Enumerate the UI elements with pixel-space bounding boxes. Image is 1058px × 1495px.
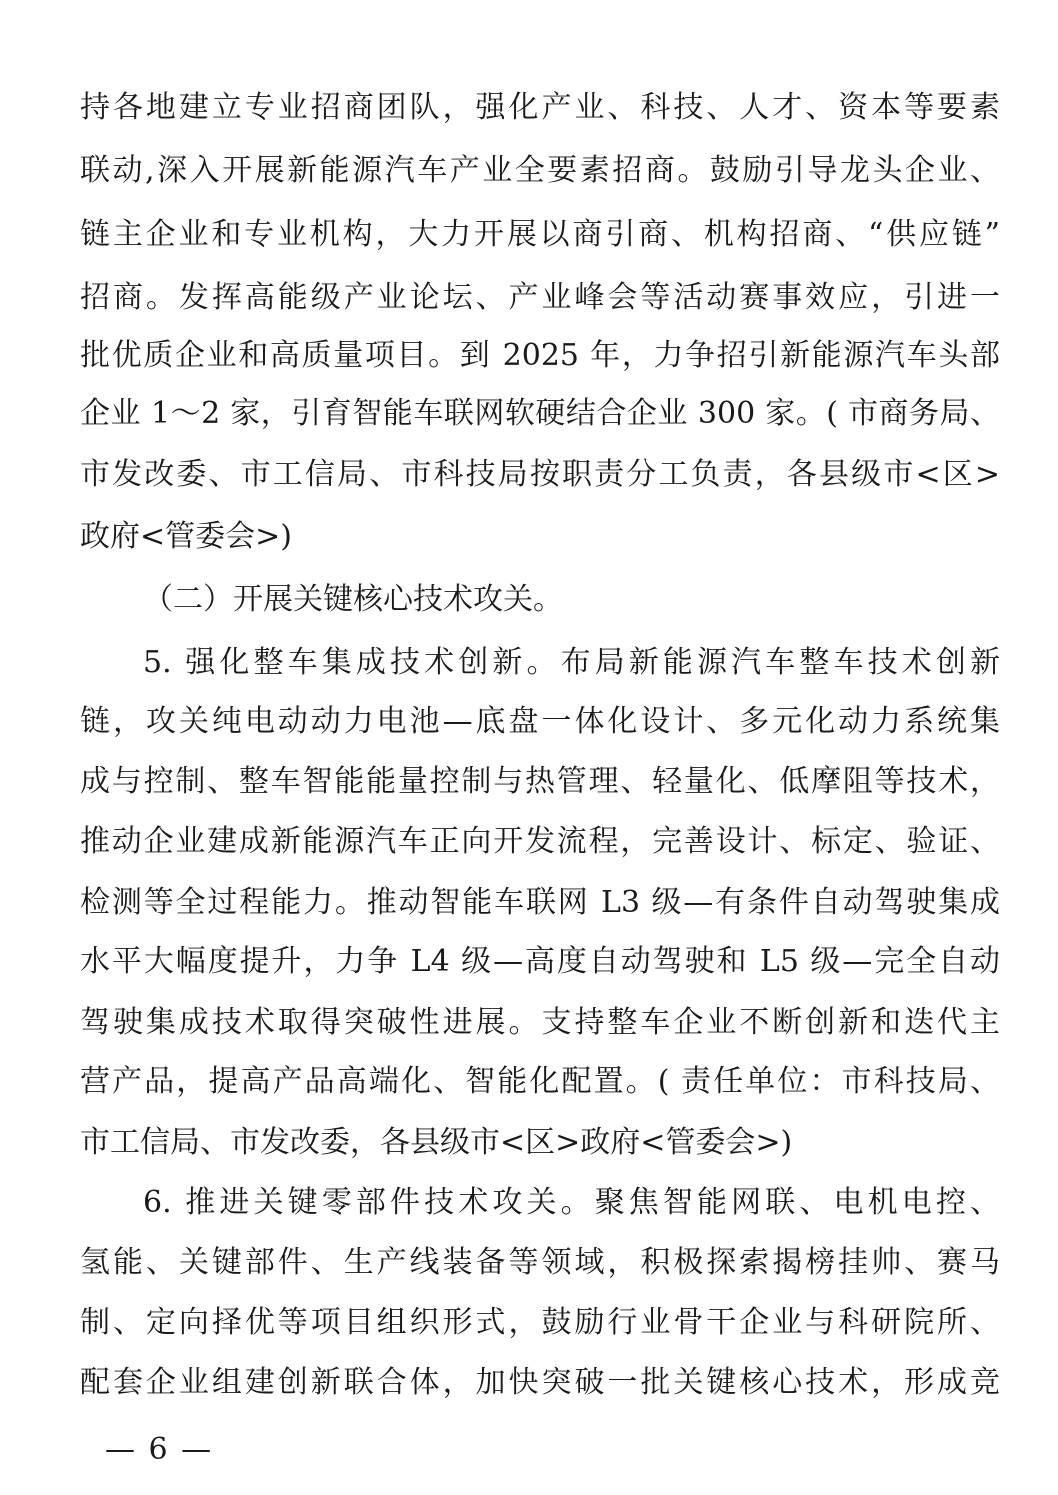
body-text-line: 检测等全过程能力。推动智能车联网 L3 级—有条件自动驾驶集成 [80,885,1000,920]
body-text-line: 企业 1～2 家，引育智能车联网软硬结合企业 300 家。( 市商务局、 [80,396,1000,431]
body-text-line: 批优质企业和高质量项目。到 2025 年，力争招引新能源汽车头部 [80,338,1000,373]
body-text-line: 配套企业组建创新联合体，加快突破一批关键核心技术，形成竞 [80,1365,1000,1400]
body-text-line: 推动企业建成新能源汽车正向开发流程，完善设计、标定、验证、 [80,824,1000,859]
body-text-line: 链，攻关纯电动动力电池—底盘一体化设计、多元化动力系统集 [80,704,1000,739]
body-text-line: 市发改委、市工信局、市科技局按职责分工负责，各县级市<区> [80,457,1000,492]
body-text-line: 联动,深入开展新能源汽车产业全要素招商。鼓励引导龙头企业、 [80,153,1000,188]
section-heading: （二）开展关键核心技术攻关。 [143,582,563,617]
body-text-line: 链主企业和专业机构，大力开展以商引商、机构招商、“供应链” [80,217,1000,252]
body-text-line: 政府<管委会>) [80,519,292,554]
body-text-line: 氢能、关键部件、生产线装备等领域，积极探索揭榜挂帅、赛马 [80,1245,1000,1280]
body-text-line: 成与控制、整车智能能量控制与热管理、轻量化、低摩阻等技术， [80,764,1000,799]
numbered-item-heading: 5. 强化整车集成技术创新。布局新能源汽车整车技术创新 [143,645,1000,680]
page-number: — 6 — [105,1432,214,1467]
body-text-line: 制、定向择优等项目组织形式，鼓励行业骨干企业与科研院所、 [80,1305,1000,1340]
body-text-line: 营产品，提高产品高端化、智能化配置。( 责任单位：市科技局、 [80,1064,1000,1099]
body-text-line: 水平大幅度提升，力争 L4 级—高度自动驾驶和 L5 级—完全自动 [80,944,1000,979]
body-text-line: 持各地建立专业招商团队，强化产业、科技、人才、资本等要素 [80,90,1000,125]
body-text-line: 市工信局、市发改委，各县级市<区>政府<管委会>) [80,1125,793,1160]
body-text-line: 招商。发挥高能级产业论坛、产业峰会等活动赛事效应，引进一 [80,280,1000,315]
body-text-line: 驾驶集成技术取得突破性进展。支持整车企业不断创新和迭代主 [80,1005,1000,1040]
numbered-item-heading: 6. 推进关键零部件技术攻关。聚焦智能网联、电机电控、 [143,1185,1000,1220]
